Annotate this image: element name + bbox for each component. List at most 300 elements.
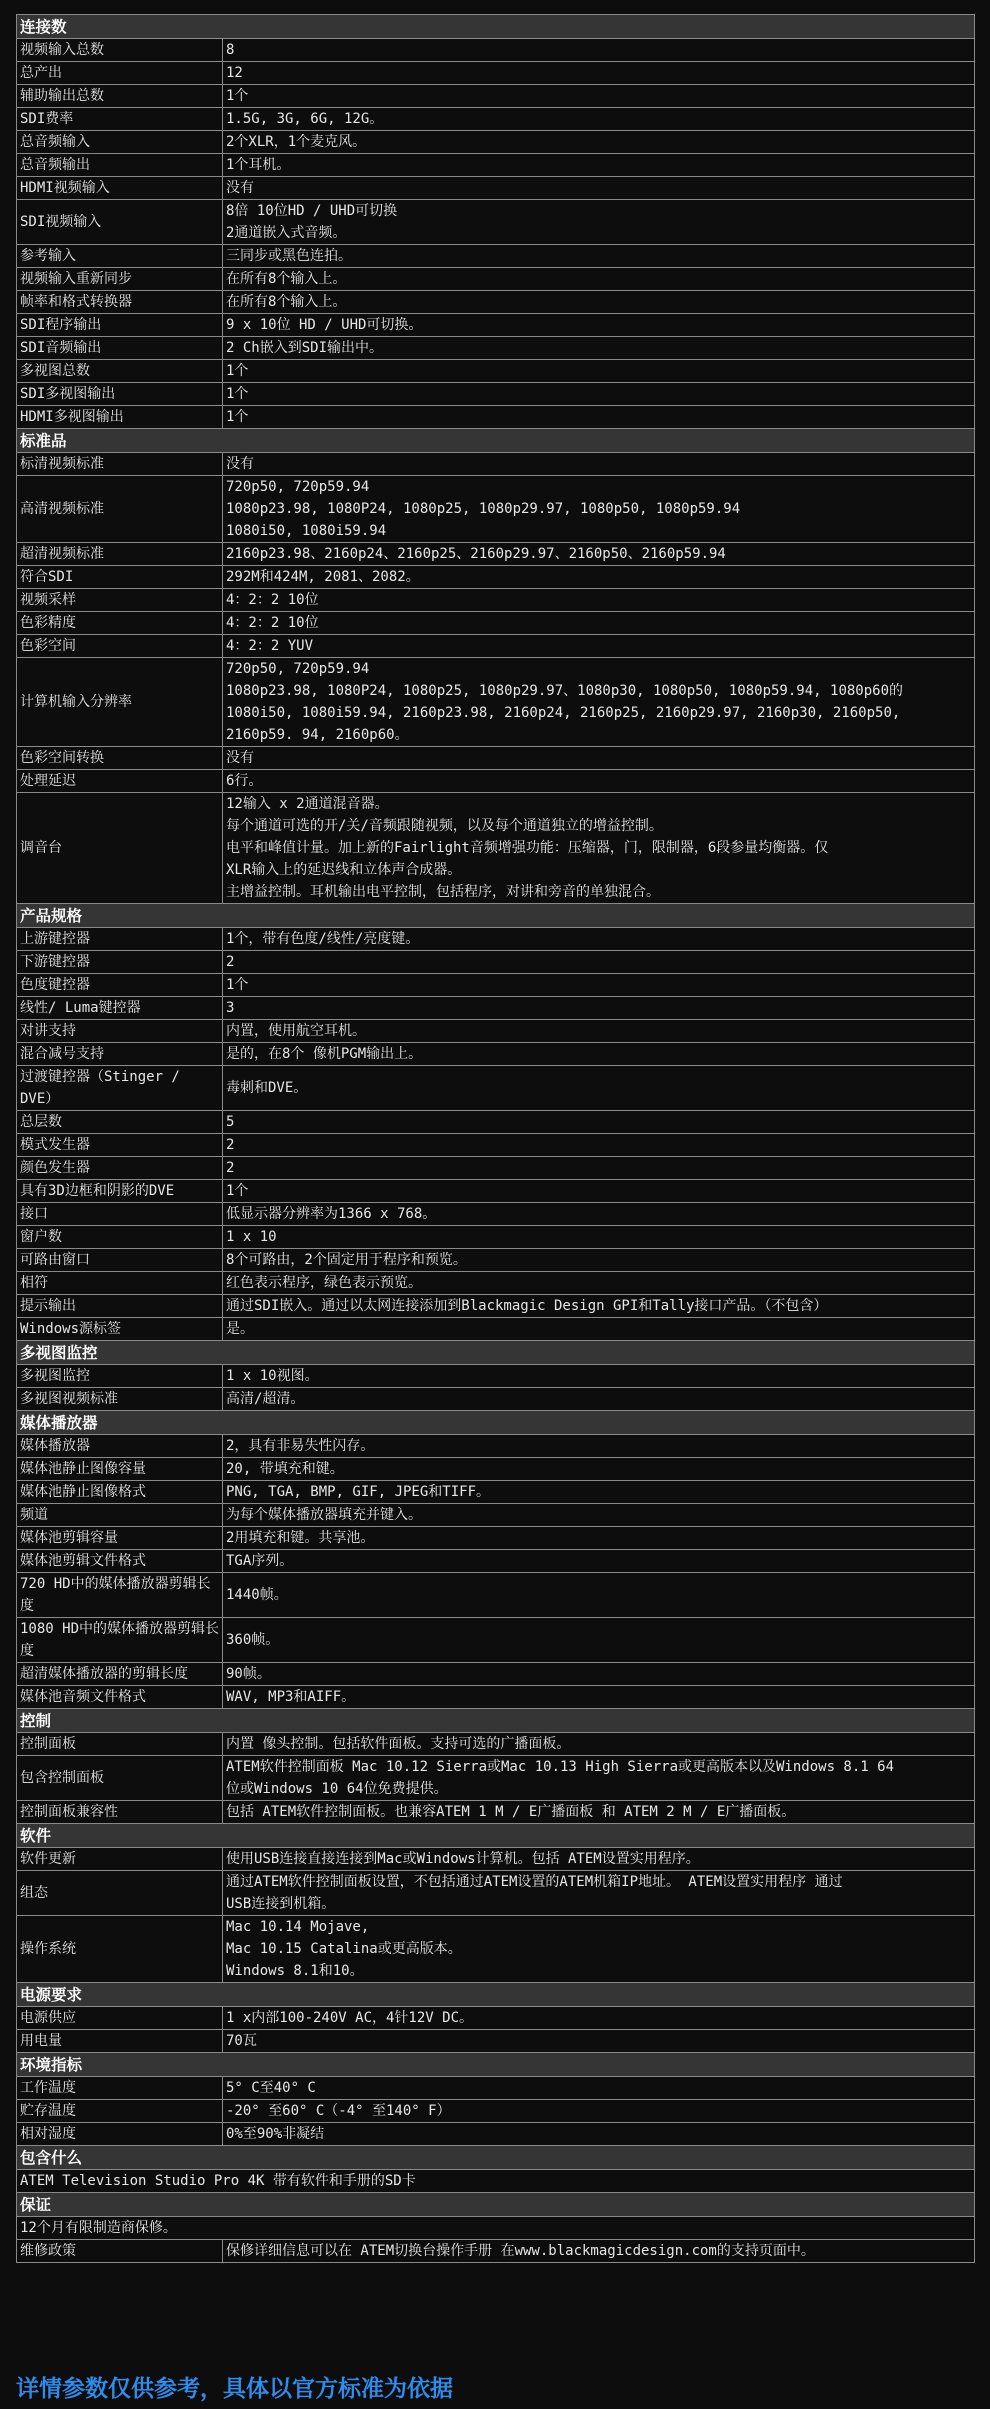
spec-value-line: 位或Windows 10 64位免费提供。 <box>226 1781 448 1797</box>
spec-value <box>223 2007 975 2030</box>
spec-row <box>17 658 975 747</box>
spec-value-line: 1个，带有色度/线性/亮度键。 <box>226 931 420 947</box>
section-title: 连接数 <box>17 15 975 39</box>
full-width-row <box>17 2217 975 2240</box>
spec-row <box>17 1043 975 1066</box>
section-title: 包含什么 <box>17 2146 975 2170</box>
spec-row <box>17 589 975 612</box>
spec-row <box>17 1365 975 1388</box>
spec-row <box>17 1157 975 1180</box>
spec-value <box>223 1134 975 1157</box>
spec-label: 调音台 <box>17 793 223 904</box>
spec-value <box>223 2123 975 2146</box>
spec-label: 窗户数 <box>17 1226 223 1249</box>
spec-row <box>17 747 975 770</box>
spec-value-line: 毒刺和DVE。 <box>226 1080 308 1096</box>
spec-row <box>17 1272 975 1295</box>
spec-value-line: 1 x 10 <box>226 1229 277 1245</box>
spec-value-line: 2个XLR，1个麦克风。 <box>226 134 367 150</box>
spec-value <box>223 1388 975 1411</box>
spec-value <box>223 154 975 177</box>
spec-value-line: 1个 <box>226 409 249 425</box>
spec-label: 计算机输入分辨率 <box>17 658 223 747</box>
spec-value <box>223 406 975 429</box>
full-width-text: ATEM Television Studio Pro 4K 带有软件和手册的SD卡 <box>17 2170 975 2193</box>
spec-label: 下游键控器 <box>17 951 223 974</box>
spec-label: 接口 <box>17 1203 223 1226</box>
section-title: 环境指标 <box>17 2053 975 2077</box>
spec-label: 媒体池静止图像容量 <box>17 1458 223 1481</box>
spec-value-line: 360帧。 <box>226 1632 280 1648</box>
spec-row <box>17 793 975 904</box>
spec-label: 颜色发生器 <box>17 1157 223 1180</box>
spec-value-line: 高清/超清。 <box>226 1391 305 1407</box>
spec-value-line: 1 x 10视图。 <box>226 1368 319 1384</box>
spec-label: 模式发生器 <box>17 1134 223 1157</box>
spec-label: 720 HD中的媒体播放器剪辑长度 <box>17 1573 223 1618</box>
spec-value <box>223 770 975 793</box>
spec-value-line: 没有 <box>226 456 254 472</box>
spec-value <box>223 1481 975 1504</box>
spec-row <box>17 1663 975 1686</box>
spec-value <box>223 1801 975 1824</box>
section-title: 软件 <box>17 1824 975 1848</box>
spec-value <box>223 85 975 108</box>
spec-value <box>223 1111 975 1134</box>
spec-label: 多视图监控 <box>17 1365 223 1388</box>
spec-value-line: 1 x内部100-240V AC，4针12V DC。 <box>226 2010 474 2026</box>
spec-row <box>17 612 975 635</box>
spec-row <box>17 1180 975 1203</box>
spec-value <box>223 612 975 635</box>
spec-value <box>223 2100 975 2123</box>
spec-value <box>223 2030 975 2053</box>
spec-row <box>17 1458 975 1481</box>
spec-row <box>17 1733 975 1756</box>
spec-value <box>223 1550 975 1573</box>
spec-label: Windows源标签 <box>17 1318 223 1341</box>
spec-row <box>17 1504 975 1527</box>
spec-row <box>17 2030 975 2053</box>
spec-value-line: 1个 <box>226 977 249 993</box>
spec-value-line: 1.5G, 3G, 6G, 12G。 <box>226 111 384 127</box>
spec-value-line: 低显示器分辨率为1366 x 768。 <box>226 1206 437 1222</box>
spec-value <box>223 1686 975 1709</box>
spec-row <box>17 1435 975 1458</box>
spec-label: 混合减号支持 <box>17 1043 223 1066</box>
spec-value <box>223 658 975 747</box>
spec-value-line: 5° C至40° C <box>226 2080 316 2096</box>
section-title: 电源要求 <box>17 1983 975 2007</box>
spec-row <box>17 383 975 406</box>
spec-row <box>17 1111 975 1134</box>
spec-value <box>223 1066 975 1111</box>
spec-value <box>223 268 975 291</box>
spec-label: 控制面板 <box>17 1733 223 1756</box>
spec-value <box>223 360 975 383</box>
spec-value <box>223 1848 975 1871</box>
spec-value-line: PNG, TGA, BMP, GIF, JPEG和TIFF。 <box>226 1484 491 1500</box>
spec-row <box>17 39 975 62</box>
spec-value <box>223 951 975 974</box>
spec-row <box>17 108 975 131</box>
spec-value <box>223 1504 975 1527</box>
spec-row <box>17 2100 975 2123</box>
spec-label: 总层数 <box>17 1111 223 1134</box>
spec-value-line: 1个 <box>226 386 249 402</box>
spec-value <box>223 1435 975 1458</box>
section-header <box>17 2053 975 2077</box>
spec-value <box>223 543 975 566</box>
spec-row <box>17 1686 975 1709</box>
spec-value-line: 2 <box>226 1137 235 1153</box>
spec-value-line: 8 <box>226 42 235 58</box>
spec-label: SDI音频输出 <box>17 337 223 360</box>
spec-value-line: 在所有8个输入上。 <box>226 271 347 287</box>
spec-label: 具有3D边框和阴影的DVE <box>17 1180 223 1203</box>
spec-sheet <box>16 14 974 2263</box>
spec-value-line: ATEM软件控制面板 Mac 10.12 Sierra或Mac 10.13 High Sierra或更高版本以及Windows 8.1 64 <box>226 1759 895 1775</box>
section-header <box>17 15 975 39</box>
spec-row <box>17 1618 975 1663</box>
spec-value-line: 90帧。 <box>226 1666 271 1682</box>
spec-label: 相符 <box>17 1272 223 1295</box>
spec-value <box>223 1295 975 1318</box>
spec-value <box>223 453 975 476</box>
spec-label: 贮存温度 <box>17 2100 223 2123</box>
spec-value-line: USB连接到机箱。 <box>226 1896 336 1912</box>
spec-value-line: 2通道嵌入式音频。 <box>226 225 347 241</box>
spec-row <box>17 1318 975 1341</box>
spec-value-line: 9 x 10位 HD / UHD可切换。 <box>226 317 423 333</box>
spec-value <box>223 291 975 314</box>
spec-value <box>223 1733 975 1756</box>
spec-label: 媒体池剪辑容量 <box>17 1527 223 1550</box>
spec-row <box>17 1573 975 1618</box>
spec-value-line: 3 <box>226 1000 235 1016</box>
spec-label: 符合SDI <box>17 566 223 589</box>
spec-value <box>223 108 975 131</box>
spec-value <box>223 974 975 997</box>
spec-value-line: 保修详细信息可以在 ATEM切换台操作手册 在www.blackmagicdesign.com的支持页面中。 <box>226 2243 815 2259</box>
spec-value-line: 4：2：2 10位 <box>226 615 319 631</box>
spec-label: 标清视频标准 <box>17 453 223 476</box>
spec-row <box>17 62 975 85</box>
spec-value-line: WAV, MP3和AIFF。 <box>226 1689 356 1705</box>
spec-value <box>223 39 975 62</box>
spec-value <box>223 1226 975 1249</box>
spec-value <box>223 314 975 337</box>
spec-value-line: 使用USB连接直接连接到Mac或Windows计算机。包括 ATEM设置实用程序。 <box>226 1851 700 1867</box>
spec-value <box>223 1618 975 1663</box>
spec-row <box>17 1388 975 1411</box>
spec-label: HDMI多视图输出 <box>17 406 223 429</box>
spec-row <box>17 453 975 476</box>
spec-value-line: 70瓦 <box>226 2033 257 2049</box>
spec-value-line: 2160p59. 94, 2160p60。 <box>226 727 409 743</box>
spec-value <box>223 1458 975 1481</box>
spec-value <box>223 1573 975 1618</box>
section-title: 多视图监控 <box>17 1341 975 1365</box>
spec-value-line: Mac 10.14 Mojave, <box>226 1919 370 1935</box>
spec-value-line: 12输入 x 2通道混音器。 <box>226 796 389 812</box>
full-width-row <box>17 2170 975 2193</box>
section-header <box>17 1411 975 1435</box>
spec-label: 辅助输出总数 <box>17 85 223 108</box>
spec-label: 视频采样 <box>17 589 223 612</box>
spec-row <box>17 154 975 177</box>
spec-value <box>223 1756 975 1801</box>
spec-row <box>17 1481 975 1504</box>
spec-value-line: 内置，使用航空耳机。 <box>226 1023 366 1039</box>
section-title: 标准品 <box>17 429 975 453</box>
spec-label: 色度键控器 <box>17 974 223 997</box>
spec-value-line: 通过SDI嵌入。通过以太网连接添加到Blackmagic Design GPI和Tally接口产品。（不包含） <box>226 1298 828 1314</box>
spec-label: 软件更新 <box>17 1848 223 1871</box>
spec-label: HDMI视频输入 <box>17 177 223 200</box>
spec-value-line: 红色表示程序，绿色表示预览。 <box>226 1275 422 1291</box>
spec-row <box>17 1203 975 1226</box>
spec-label: 频道 <box>17 1504 223 1527</box>
spec-row <box>17 928 975 951</box>
spec-row <box>17 1066 975 1111</box>
spec-label: 1080 HD中的媒体播放器剪辑长度 <box>17 1618 223 1663</box>
section-header <box>17 1709 975 1733</box>
spec-value <box>223 1527 975 1550</box>
spec-value-line: 1080i50, 1080i59.94, 2160p23.98, 2160p24, 2160p25, 2160p29.97, 2160p30, 2160p50, <box>226 705 901 721</box>
section-title: 媒体播放器 <box>17 1411 975 1435</box>
spec-value <box>223 2077 975 2100</box>
spec-row <box>17 1550 975 1573</box>
spec-label: 可路由窗口 <box>17 1249 223 1272</box>
spec-value-line: XLR输入上的延迟线和立体声合成器。 <box>226 862 462 878</box>
spec-value <box>223 200 975 245</box>
spec-value-line: 2用填充和键。共享池。 <box>226 1530 375 1546</box>
spec-row <box>17 1134 975 1157</box>
spec-value-line: 1个 <box>226 88 249 104</box>
spec-row <box>17 1527 975 1550</box>
spec-value <box>223 1020 975 1043</box>
spec-value-line: 是。 <box>226 1321 254 1337</box>
spec-value-line: 5 <box>226 1114 235 1130</box>
spec-label: 用电量 <box>17 2030 223 2053</box>
spec-value-line: 4：2：2 YUV <box>226 638 314 654</box>
spec-row <box>17 1801 975 1824</box>
spec-label: 视频输入总数 <box>17 39 223 62</box>
spec-row <box>17 2077 975 2100</box>
spec-label: 工作温度 <box>17 2077 223 2100</box>
section-header <box>17 2146 975 2170</box>
spec-label: 控制面板兼容性 <box>17 1801 223 1824</box>
spec-row <box>17 566 975 589</box>
spec-row <box>17 360 975 383</box>
spec-value <box>223 589 975 612</box>
spec-value-line: 6行。 <box>226 773 263 789</box>
spec-value-line: 0%至90%非凝结 <box>226 2126 325 2142</box>
spec-value-line: 20, 带填充和键。 <box>226 1461 344 1477</box>
spec-value-line: 4：2：2 10位 <box>226 592 319 608</box>
spec-value <box>223 928 975 951</box>
spec-value <box>223 1249 975 1272</box>
spec-value <box>223 1318 975 1341</box>
section-title: 控制 <box>17 1709 975 1733</box>
spec-value <box>223 337 975 360</box>
spec-value-line: 8个可路由，2个固定用于程序和预览。 <box>226 1252 467 1268</box>
spec-row <box>17 1020 975 1043</box>
spec-value-line: 720p50, 720p59.94 <box>226 661 370 677</box>
spec-label: 维修政策 <box>17 2240 223 2263</box>
section-header <box>17 429 975 453</box>
section-header <box>17 2193 975 2217</box>
spec-label: SDI多视图输出 <box>17 383 223 406</box>
spec-row <box>17 1226 975 1249</box>
spec-value-line: 720p50, 720p59.94 <box>226 479 370 495</box>
spec-value-line: 292M和424M, 2081、2082。 <box>226 569 420 585</box>
spec-value-line: 2 <box>226 1160 235 1176</box>
spec-label: 线性/ Luma键控器 <box>17 997 223 1020</box>
spec-row <box>17 1295 975 1318</box>
spec-row <box>17 2007 975 2030</box>
spec-row <box>17 2240 975 2263</box>
spec-value <box>223 747 975 770</box>
spec-label: 媒体池音频文件格式 <box>17 1686 223 1709</box>
spec-value-line: Mac 10.15 Catalina或更高版本。 <box>226 1941 462 1957</box>
spec-row <box>17 951 975 974</box>
section-title: 产品规格 <box>17 904 975 928</box>
spec-value <box>223 1916 975 1983</box>
spec-value-line: 2，具有非易失性闪存。 <box>226 1438 375 1454</box>
spec-value-line: 通过ATEM软件控制面板设置，不包括通过ATEM设置的ATEM机箱IP地址。 ATEM设置实用程序 通过 <box>226 1874 843 1890</box>
spec-row <box>17 1848 975 1871</box>
spec-label: 相对湿度 <box>17 2123 223 2146</box>
spec-value-line: 电平和峰值计量。加上新的Fairlight音频增强功能：压缩器，门，限制器，6段参量均衡器。仅 <box>226 840 829 856</box>
spec-label: 总音频输出 <box>17 154 223 177</box>
spec-value <box>223 383 975 406</box>
spec-label: 高清视频标准 <box>17 476 223 543</box>
spec-value <box>223 2240 975 2263</box>
spec-label: 超清媒体播放器的剪辑长度 <box>17 1663 223 1686</box>
spec-label: 组态 <box>17 1871 223 1916</box>
spec-value-line: Windows 8.1和10。 <box>226 1963 364 1979</box>
spec-label: 色彩空间 <box>17 635 223 658</box>
spec-row <box>17 291 975 314</box>
spec-label: 色彩精度 <box>17 612 223 635</box>
footer-note: 详情参数仅供参考，具体以官方标准为依据 <box>16 2376 453 2402</box>
spec-row <box>17 770 975 793</box>
spec-label: 总音频输入 <box>17 131 223 154</box>
spec-row <box>17 337 975 360</box>
spec-label: 媒体池剪辑文件格式 <box>17 1550 223 1573</box>
spec-value-line: 2 <box>226 954 235 970</box>
spec-value-line: 12 <box>226 65 243 81</box>
section-header <box>17 1341 975 1365</box>
spec-row <box>17 200 975 245</box>
spec-label: 操作系统 <box>17 1916 223 1983</box>
spec-row <box>17 543 975 566</box>
spec-row <box>17 1871 975 1916</box>
spec-value-line: 在所有8个输入上。 <box>226 294 347 310</box>
spec-value <box>223 635 975 658</box>
spec-value <box>223 997 975 1020</box>
spec-table <box>16 14 975 2263</box>
spec-value-line: 1个耳机。 <box>226 157 291 173</box>
spec-value <box>223 1663 975 1686</box>
spec-value <box>223 131 975 154</box>
spec-row <box>17 997 975 1020</box>
spec-value-line: 1080i50, 1080i59.94 <box>226 523 387 539</box>
spec-label: SDI程序输出 <box>17 314 223 337</box>
spec-value-line: 没有 <box>226 180 254 196</box>
spec-label: 提示输出 <box>17 1295 223 1318</box>
section-title: 保证 <box>17 2193 975 2217</box>
spec-value <box>223 245 975 268</box>
spec-value <box>223 1871 975 1916</box>
spec-value-line: -20° 至60° C（-4° 至140° F） <box>226 2103 451 2119</box>
spec-value <box>223 566 975 589</box>
spec-label: 视频输入重新同步 <box>17 268 223 291</box>
spec-label: 上游键控器 <box>17 928 223 951</box>
spec-value <box>223 1157 975 1180</box>
spec-row <box>17 2123 975 2146</box>
spec-value <box>223 1272 975 1295</box>
spec-row <box>17 131 975 154</box>
spec-value <box>223 1365 975 1388</box>
spec-value-line: 三同步或黑色连拍。 <box>226 248 352 264</box>
spec-value-line: 1440帧。 <box>226 1587 288 1603</box>
section-header <box>17 1983 975 2007</box>
spec-label: 色彩空间转换 <box>17 747 223 770</box>
section-header <box>17 904 975 928</box>
spec-value-line: 每个通道可选的开/关/音频跟随视频，以及每个通道独立的增益控制。 <box>226 818 663 834</box>
spec-row <box>17 314 975 337</box>
spec-label: 媒体池静止图像格式 <box>17 1481 223 1504</box>
spec-row <box>17 85 975 108</box>
spec-label: 电源供应 <box>17 2007 223 2030</box>
spec-value-line: 内置 像头控制。包括软件面板。支持可选的广播面板。 <box>226 1736 571 1752</box>
spec-row <box>17 268 975 291</box>
spec-label: 多视图总数 <box>17 360 223 383</box>
spec-row <box>17 245 975 268</box>
spec-value <box>223 62 975 85</box>
spec-label: 总产出 <box>17 62 223 85</box>
spec-value <box>223 1180 975 1203</box>
spec-row <box>17 1916 975 1983</box>
spec-label: 过渡键控器（Stinger / DVE） <box>17 1066 223 1111</box>
spec-value-line: 主增益控制。耳机输出电平控制，包括程序，对讲和旁音的单独混合。 <box>226 884 660 900</box>
spec-value-line: 1080p23.98, 1080P24, 1080p25, 1080p29.97、1080p30, 1080p50, 1080p59.94, 1080p60的 <box>226 683 904 699</box>
spec-label: SDI视频输入 <box>17 200 223 245</box>
spec-value-line: 没有 <box>226 750 254 766</box>
spec-label: 媒体播放器 <box>17 1435 223 1458</box>
spec-label: SDI费率 <box>17 108 223 131</box>
spec-row <box>17 1249 975 1272</box>
spec-label: 多视图视频标准 <box>17 1388 223 1411</box>
spec-value <box>223 1203 975 1226</box>
spec-row <box>17 406 975 429</box>
spec-row <box>17 177 975 200</box>
section-header <box>17 1824 975 1848</box>
spec-value-line: 1080p23.98, 1080P24, 1080p25, 1080p29.97, 1080p50, 1080p59.94 <box>226 501 741 517</box>
full-width-text: 12个月有限制造商保修。 <box>17 2217 975 2240</box>
spec-label: 对讲支持 <box>17 1020 223 1043</box>
spec-value-line: 2160p23.98、2160p24、2160p25、2160p29.97、2160p50、2160p59.94 <box>226 546 726 562</box>
spec-row <box>17 476 975 543</box>
spec-value <box>223 476 975 543</box>
spec-value-line: 1个 <box>226 1183 249 1199</box>
spec-value-line: 为每个媒体播放器填充并键入。 <box>226 1507 422 1523</box>
spec-label: 超清视频标准 <box>17 543 223 566</box>
spec-row <box>17 635 975 658</box>
